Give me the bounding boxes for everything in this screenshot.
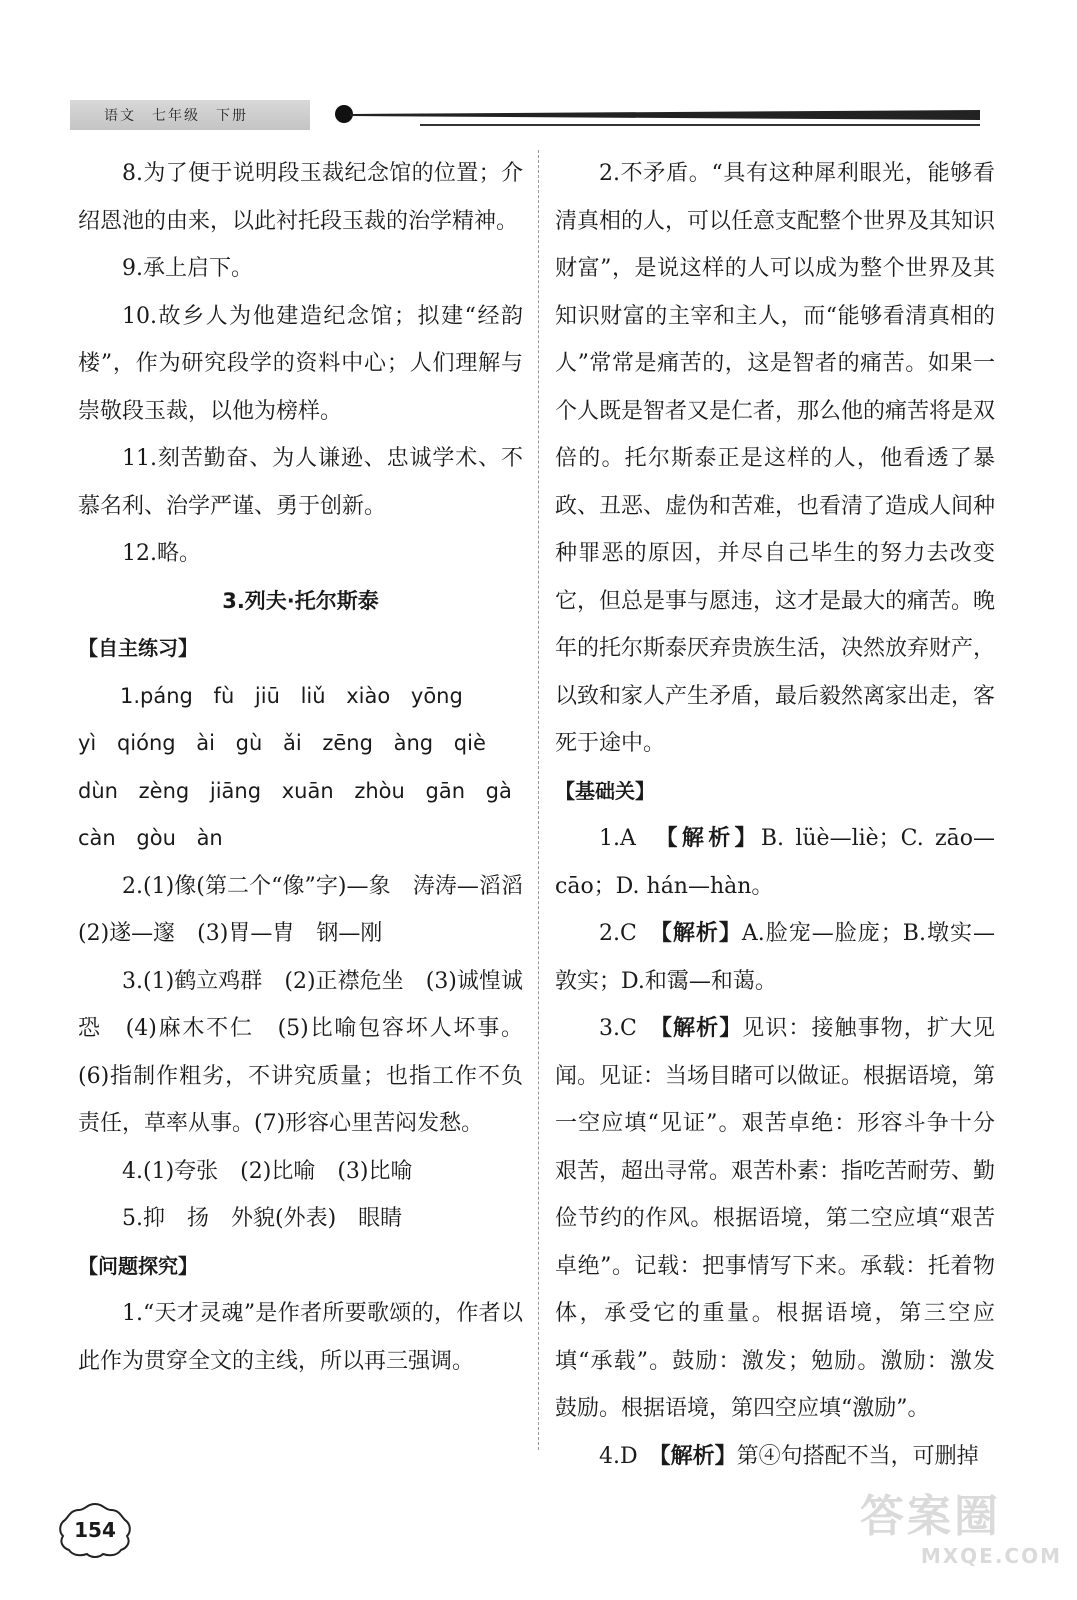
answer-paragraph: 8.为了便于说明段玉裁纪念馆的位置；介绍恩池的由来，以此衬托段玉裁的治学精神。 [78,161,523,234]
section-heading: 【基础关】 [555,778,655,803]
page-number-badge [55,1500,135,1560]
section-heading: 【问题探究】 [78,1253,198,1278]
watermark-top-text: 答案圈 [860,1491,1001,1542]
answer-item [555,1433,995,1481]
answer-paragraph: 3.(1)鹤立鸡群 (2)正襟危坐 (3)诚惶诚恐 (4)麻木不仁 (5)比喻包容坏人坏事。(6)指制作粗劣，不讲究质量；也指工作不负责任，草率从事。(7)形容心里苦闷发愁。 [78,968,523,1136]
answer-paragraph: 1.“天才灵魂”是作者所要歌颂的，作者以此作为贯穿全文的主线，所以再三强调。 [78,1301,523,1374]
column-divider [538,150,539,1450]
pinyin-line: dùn zèng jiāng xuān zhòu gān gà [78,778,512,803]
answer-number: 4.D [599,1443,638,1469]
answer-paragraph: 12.略。 [122,541,201,566]
answer-number: 1.A [599,826,636,851]
section-heading: 【自主练习】 [78,636,198,660]
pinyin-line: 1.páng fù jiū liǔ xiào yōng [120,683,463,708]
answer-paragraph: 9.承上启下。 [122,256,253,281]
pinyin-line: yì qióng ài gù ǎi zēng àng qiè [78,731,486,755]
left-column [78,150,546,1385]
watermark-logo [860,1480,1070,1595]
analysis-text: 见识：接触事物，扩大见闻。见证：当场目睹可以做证。根据语境，第一空应填“见证”。艰苦卓绝：形容斗争十分艰苦，超出寻常。艰苦朴素：指吃苦耐劳、勤俭节约的作风。根据语境，第二空应填“艰苦卓绝”。记载：把事情写下来。承载：托着物体，承受它的重量。根据语境，第三空应填“承载”。鼓励：激发；勉励。激励：激发鼓励。根据语境，第四空应填“激励”。 [555,1016,996,1421]
analysis-text: A.脸宠—脸庞；B.墩实—敦实；D.和霭—和蔼。 [555,921,995,994]
analysis-tag: 【解析】 [660,921,742,946]
analysis-text: B. lüè—liè；C. zāo—cāo；D. hán—hàn。 [555,826,995,899]
page-number: 154 [74,1518,116,1542]
analysis-tag: 【解析】 [666,826,761,851]
answer-paragraph: 4.(1)夸张 (2)比喻 (3)比喻 [122,1158,413,1184]
header-rule [350,110,980,120]
pinyin-line: càn gòu àn [78,826,223,850]
watermark-url: MXQE.COM [920,1544,1062,1568]
answer-paragraph: 5.抑 扬 外貌(外表) 眼睛 [122,1206,403,1231]
header-rule-thin [420,124,980,126]
answer-item [555,1005,995,1433]
answer-paragraph: 2.不矛盾。“具有这种犀利眼光，能够看清真相的人，可以任意支配整个世界及其知识财富”，是说这样的人可以成为整个世界及其知识财富的主宰和主人，而“能够看清真相的人”常常是痛苦的，这是智者的痛苦。如果一个人既是智者又是仁者，那么他的痛苦将是双倍的。托尔斯泰正是这样的人，他看透了暴政、丑恶、虚伪和苦难，也看清了造成人间种种罪恶的原因，并尽自己毕生的努力去改变它，但总是事与愿违，这才是最大的痛苦。晚年的托尔斯泰厌弃贵族生活，决然放弃财产，以致和家人产生矛盾，最后毅然离家出走，客死于途中。 [555,161,996,756]
answer-paragraph: 10.故乡人为他建造纪念馆；拟建“经韵楼”，作为研究段学的资料中心；人们理解与崇敬段玉裁，以他为榜样。 [78,303,523,424]
header-label: 语文 七年级 下册 [104,108,248,124]
answer-item [555,910,995,1005]
right-column [555,150,995,1480]
analysis-tag: 【解析】 [660,1016,743,1041]
answer-paragraph: 2.(1)像(第二个“像”字)—象 涛涛—滔滔 (2)遂—邃 (3)胃—胄 钢—刚 [78,873,546,946]
answer-number: 3.C [599,1016,637,1041]
lesson-title: 3.列夫·托尔斯泰 [222,588,379,613]
analysis-text: 第④句搭配不当，可删掉 [736,1443,979,1469]
header-subject-tab [70,100,310,130]
answer-item [555,815,995,910]
answer-paragraph: 11.刻苦勤奋、为人谦逊、忠诚学术、不慕名利、治学严谨、勇于创新。 [78,446,523,519]
analysis-tag: 【解析】 [659,1443,737,1469]
answer-number: 2.C [599,921,637,946]
